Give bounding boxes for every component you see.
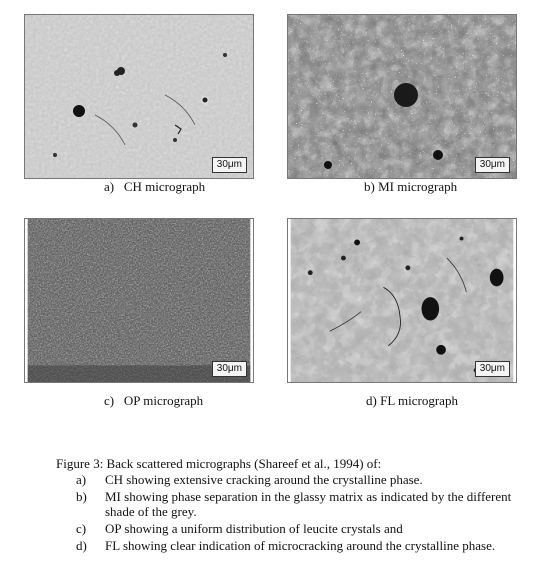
- micrograph-op-image: [25, 219, 253, 382]
- caption-op-letter: c): [104, 393, 115, 408]
- micrograph-op: [24, 218, 254, 383]
- micrograph-mi-image: [288, 15, 516, 178]
- figure-caption-item-marker: b): [76, 489, 87, 504]
- caption-mi-text: MI micrograph: [378, 179, 458, 194]
- figure-caption-item: [56, 521, 526, 536]
- scale-bar-op: 30μm: [212, 361, 247, 377]
- caption-mi: [364, 179, 457, 195]
- caption-fl-text: FL micrograph: [380, 393, 458, 408]
- figure-caption: [56, 456, 526, 555]
- micrograph-mi: [287, 14, 517, 179]
- figure-caption-list: [56, 472, 526, 553]
- caption-ch: [104, 179, 205, 195]
- micrograph-ch-image: [25, 15, 253, 178]
- micrograph-fl-image: [288, 219, 516, 382]
- caption-ch-text: CH micrograph: [123, 179, 206, 194]
- figure-caption-item-text: FL showing clear indication of microcracking around the crystalline phase.: [105, 538, 496, 553]
- caption-fl-letter: d): [366, 393, 377, 408]
- figure-caption-item-text: OP showing a uniform distribution of leucite crystals and: [105, 521, 403, 536]
- caption-mi-letter: b): [364, 179, 375, 194]
- caption-ch-letter: a): [104, 179, 115, 194]
- figure-caption-item-marker: d): [76, 538, 87, 553]
- figure-caption-item-marker: c): [76, 521, 87, 536]
- caption-op-text: OP micrograph: [123, 393, 204, 408]
- figure-caption-item-text: CH showing extensive cracking around the crystalline phase.: [105, 472, 423, 487]
- micrograph-fl: [287, 218, 517, 383]
- caption-fl: [366, 393, 458, 409]
- scale-bar-ch: 30μm: [212, 157, 247, 173]
- micrograph-ch: [24, 14, 254, 179]
- figure-caption-item-text: MI showing phase separation in the glassy matrix as indicated by the different shade of the grey.: [105, 489, 512, 519]
- caption-op: [104, 393, 203, 409]
- scale-bar-fl: 30μm: [475, 361, 510, 377]
- figure-caption-item: [56, 472, 526, 487]
- figure-caption-item-marker: a): [76, 472, 87, 487]
- figure-caption-item: [56, 538, 526, 553]
- scale-bar-mi: 30μm: [475, 157, 510, 173]
- figure-caption-item: [56, 489, 526, 519]
- figure-caption-title: Figure 3: Back scattered micrographs (Shareef et al., 1994) of:: [56, 456, 382, 471]
